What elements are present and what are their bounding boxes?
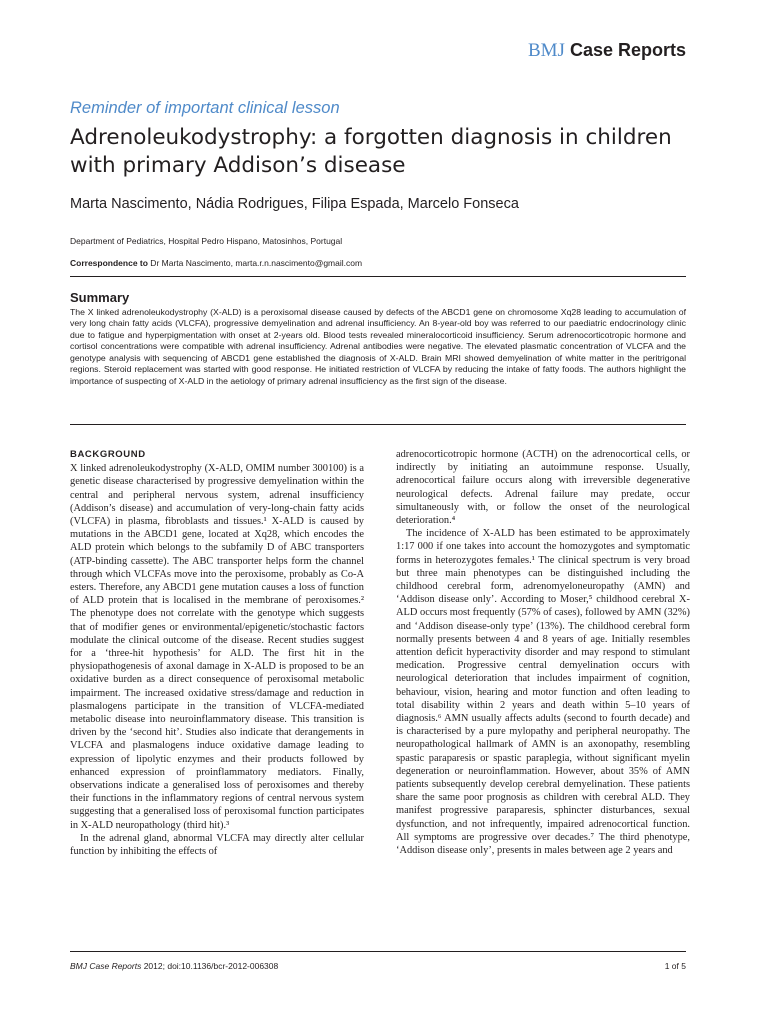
body-paragraph: adrenocorticotropic hormone (ACTH) on the adrenocortical cells, or indirectly by initiating an autoimmune response. Usually, adrenocortical failure occurs along with irreversible degenerative neurological defects. Adrenal failure may predate, occur simultaneously with, or follow the onset of the neurological deterioration.⁴ [396,449,690,527]
correspondence-label: Correspondence to [70,258,148,268]
left-column [70,448,364,858]
article-title: Adrenoleukodystrophy: a forgotten diagnosis in children with primary Addison’s disease [70,125,672,178]
footer-citation [70,961,278,971]
correspondence-text: Dr Marta Nascimento, marta.r.n.nascimento@gmail.com [147,258,363,268]
page-number: 1 of 5 [664,961,686,971]
right-column [396,448,690,857]
body-paragraph: The incidence of X-ALD has been estimated to be approximately 1:17 000 if one takes into account the homozygotes and symptomatic forms in heterozygotes females.¹ The clinical spectrum is very broad but three main phenotypes can be distinguished including the childhood cerebral form, adrenomyeloneuropathy (AMN) and ‘Addison disease only’. According to Moser,⁵ childhood cerebral X-ALD occurs most frequently (57% of cases), followed by AMN (32%) and ‘Addison disease-only type’ (13%). The childhood cerebral form normally presents between 4 and 8 years of age. Initially resembles attention deficit hyperactivity disorder and may respond to stimulant medication. Progressive central demyelination occurs with neurological deterioration that includes impairment of cognition, behaviour, vision, hearing and motor function and often leading to total disability within 2 years and death within 5–10 years of diagnosis.⁶ AMN usually affects adults (second to fourth decade) and is characterised by a pure mylopathy and peripheral neuropathy. The neuropathological hallmark of AMN is an axonopathy, resembling spastic paraparesis or spastic paraplegia, without significant myelin degeneration or neuroinflammation. However, about 35% of AMN patients subsequently develop cerebral demyelination. These patients share the same poor prognosis as children with cerebral ALD. They manifest progressive paraparesis, sphincter disturbances, sexual dysfunction, and not infrequently, impaired adrenocortical function. All symptoms are progressive over decades.⁷ The third phenotype, ‘Addison disease only’, presents in males between age 2 years and [396,528,690,857]
summary-heading: Summary [70,290,130,305]
footer-doi: 2012; doi:10.1136/bcr-2012-006308 [141,961,279,971]
footer-rule [70,951,686,952]
journal-logo [528,40,686,62]
author-list: Marta Nascimento, Nádia Rodrigues, Filipa Espada, Marcelo Fonseca [70,196,519,212]
body-paragraph: In the adrenal gland, abnormal VLCFA may directly alter cellular function by inhibiting the effects of [70,832,364,858]
summary-text: The X linked adrenoleukodystrophy (X-ALD) is a peroxisomal disease caused by defects of the ABCD1 gene on chromosome Xq28 leading to accumulation of very long chain fatty acids (VLCFA), progressive demyelination and adrenal insufficiency. An 8-year-old boy was referred to our paediatric endocrinology clinic due to fatigue and hyperpigmentation with onset at 2-years old. Blood tests revealed mineralocorticoid insufficiency. Serum adrenocorticotropic hormone and cortisol concentrations were compatible with adrenal insufficiency. Adrenal antibodies were negative. The elevated plasmatic concentration of VLCFA and the genotype analysis with sequencing of ABCD1 gene established the diagnosis of X-ALD. Brain MRI showed demyelination of white matter in the peritrigonal regions. Steroid replacement was started with good response. He initiated restriction of VLCFA by reducing the intake of fatty foods. The authors highlight the importance of suspecting of X-ALD in the aetiology of primary adrenal insufficiency as the first sign of the disease. [70,307,686,386]
section-heading-background: BACKGROUND [70,449,146,460]
summary-bottom-rule [70,424,686,425]
correspondence [70,258,362,268]
affiliation: Department of Pediatrics, Hospital Pedro Hispano, Matosinhos, Portugal [70,236,343,246]
journal-name: Case Reports [569,40,686,60]
body-paragraph: X linked adrenoleukodystrophy (X-ALD, OMIM number 300100) is a genetic disease characterised by progressive demyelination within the central and peripheral nervous system, adrenal insufficiency (Addison’s disease) and accumulation of very-long-chain fatty acids (VLCFA) in plasma, fibroblasts and tissues.¹ X-ALD is caused by mutations in the ABCD1 gene, located at Xq28, which encodes the ALD protein which belongs to the subfamily D of ABC transporters (ATP-binding cassette). The ABC transporter helps form the channel through which VLCFAs move into the peroxisome, probably as Co-A esters. Therefore, any ABCD1 gene mutation causes a loss of function of ALD protein that is localised in the membrane of peroxisomes.² The phenotype does not correlate with the genotype which suggests that of modifier genes or environmental/epigenetic/stochastic factors modulate the clinical outcome of the disease. Recent studies suggest for a ‘three-hit hypothesis’ for ALD. The first hit in the physiopathogenesis of axonal damage in X-ALD is proposed to be an oxidative burden as a direct consequence of peroxisomal metabolic impairment. The increased oxidative stress/damage and reduction in plasmalogens participate in the transition of VLCFA-mediated metabolic disease into neuroinflammatory disease. This transition is driven by the ‘second hit’. Studies also indicate that derangements in VLCFA and plasmalogens induce oxidative damage leading to expression of lipolytic enzymes and their products followed by enhanced expression of proinflammatory mediators. Finally, observations indicate a generalised loss of peroxisomes and thereby their functions in the inflammatory regions of central nervous system suggesting that a generalised loss of peroxisomal function participates in X-ALD neuropathology (third hit).³ [70,463,364,831]
footer-journal: BMJ Case Reports [70,961,142,971]
journal-brand: BMJ [527,40,565,61]
summary-top-rule [70,276,686,277]
article-type: Reminder of important clinical lesson [70,99,340,117]
